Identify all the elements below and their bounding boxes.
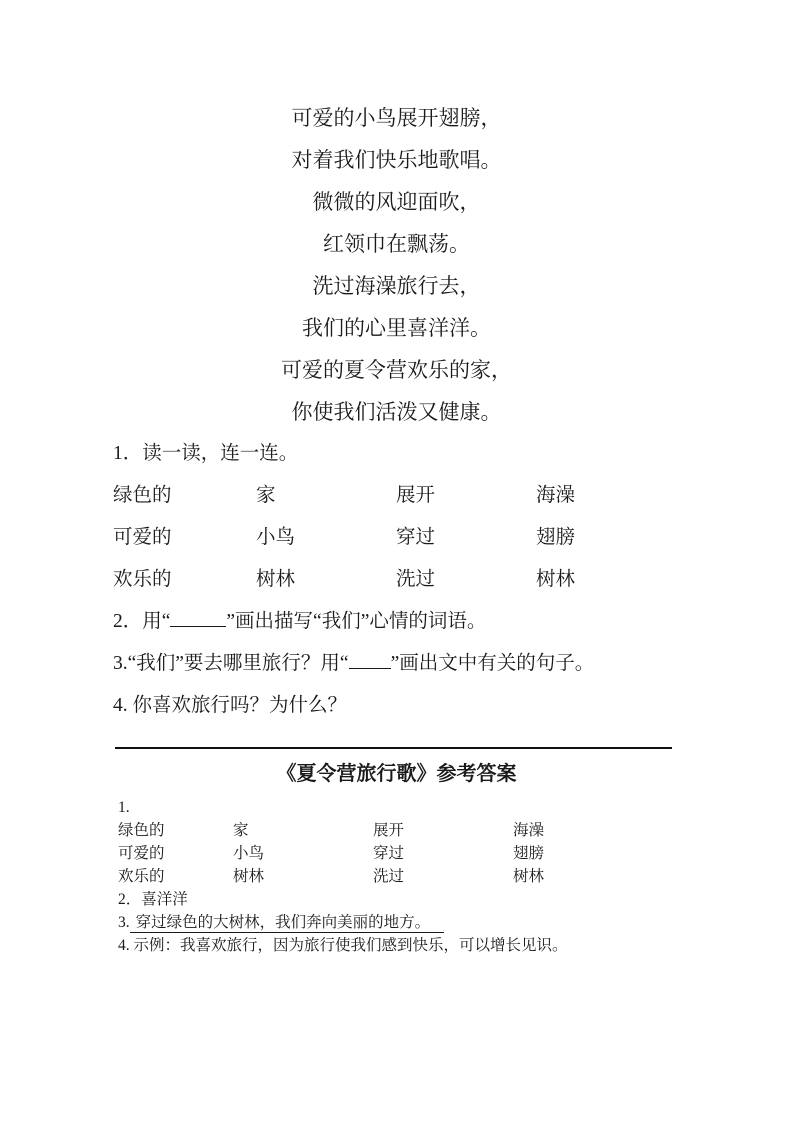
question-3-text-before: 3.“我们”要去哪里旅行？用“ [113,653,349,674]
answer-match-cell: 展开 [373,822,405,839]
poem-line-2: 对着我们快乐地歌唱。 [291,148,502,172]
answers-title: 《夏令营旅行歌》参考答案 [276,763,517,785]
poem-line-5: 洗过海澡旅行去， [312,274,481,298]
answer-match-cell: 翅膀 [513,845,545,862]
poem-line-4: 红领巾在飘荡。 [323,232,470,256]
answer-match-cell: 小鸟 [233,845,265,862]
question-1: 1．读一读，连一连。 [113,443,299,464]
answer-3-underlined-text: 穿过绿色的大树林，我们奔向美丽的地方。 [130,914,445,933]
answer-2: 2．喜洋洋 [118,891,188,908]
answer-match-cell: 树林 [513,868,545,885]
match-cell: 海澡 [536,485,576,506]
answer-1-label: 1. [118,799,130,816]
answer-4: 4. 示例：我喜欢旅行，因为旅行使我们感到快乐，可以增长见识。 [118,937,568,954]
question-2-text-after: ”画出描写“我们”心情的词语。 [226,611,487,632]
divider-line [115,747,672,749]
question-4: 4. 你喜欢旅行吗？为什么？ [113,695,348,716]
answer-match-cell: 树林 [233,868,265,885]
answer-match-cell: 穿过 [373,845,405,862]
poem-line-6: 我们的心里喜洋洋。 [302,316,491,340]
question-3 [113,643,680,685]
answer-match-cell: 可爱的 [118,845,165,862]
match-cell: 家 [256,485,276,506]
question-3-text-after: ”画出文中有关的句子。 [390,653,595,674]
question-2-text-before: 2．用“ [113,611,171,632]
match-cell: 可爱的 [113,527,172,548]
answer-match-cell: 洗过 [373,868,405,885]
match-cell: 穿过 [396,527,436,548]
match-cell: 绿色的 [113,485,172,506]
answer-match-table [118,819,680,888]
match-cell: 欢乐的 [113,569,172,590]
blank-line [349,653,391,669]
match-table [113,475,680,601]
answer-3-number: 3. [118,914,130,931]
match-cell: 翅膀 [536,527,576,548]
match-cell: 洗过 [396,569,436,590]
answer-3 [118,911,680,934]
match-cell: 展开 [396,485,436,506]
match-cell: 树林 [256,569,296,590]
answer-match-cell: 绿色的 [118,822,165,839]
question-2 [113,601,680,643]
answer-match-cell: 欢乐的 [118,868,165,885]
answer-match-cell: 家 [233,822,249,839]
match-cell: 小鸟 [256,527,296,548]
blank-line [170,611,226,627]
poem-line-8: 你使我们活泼又健康。 [291,400,502,424]
poem-line-1: 可爱的小鸟展开翅膀， [291,106,502,130]
match-cell: 树林 [536,569,576,590]
poem-line-3: 微微的风迎面吹， [312,190,481,214]
poem-block [113,97,680,433]
answer-match-cell: 海澡 [513,822,545,839]
poem-line-7: 可爱的夏令营欢乐的家， [281,358,512,382]
